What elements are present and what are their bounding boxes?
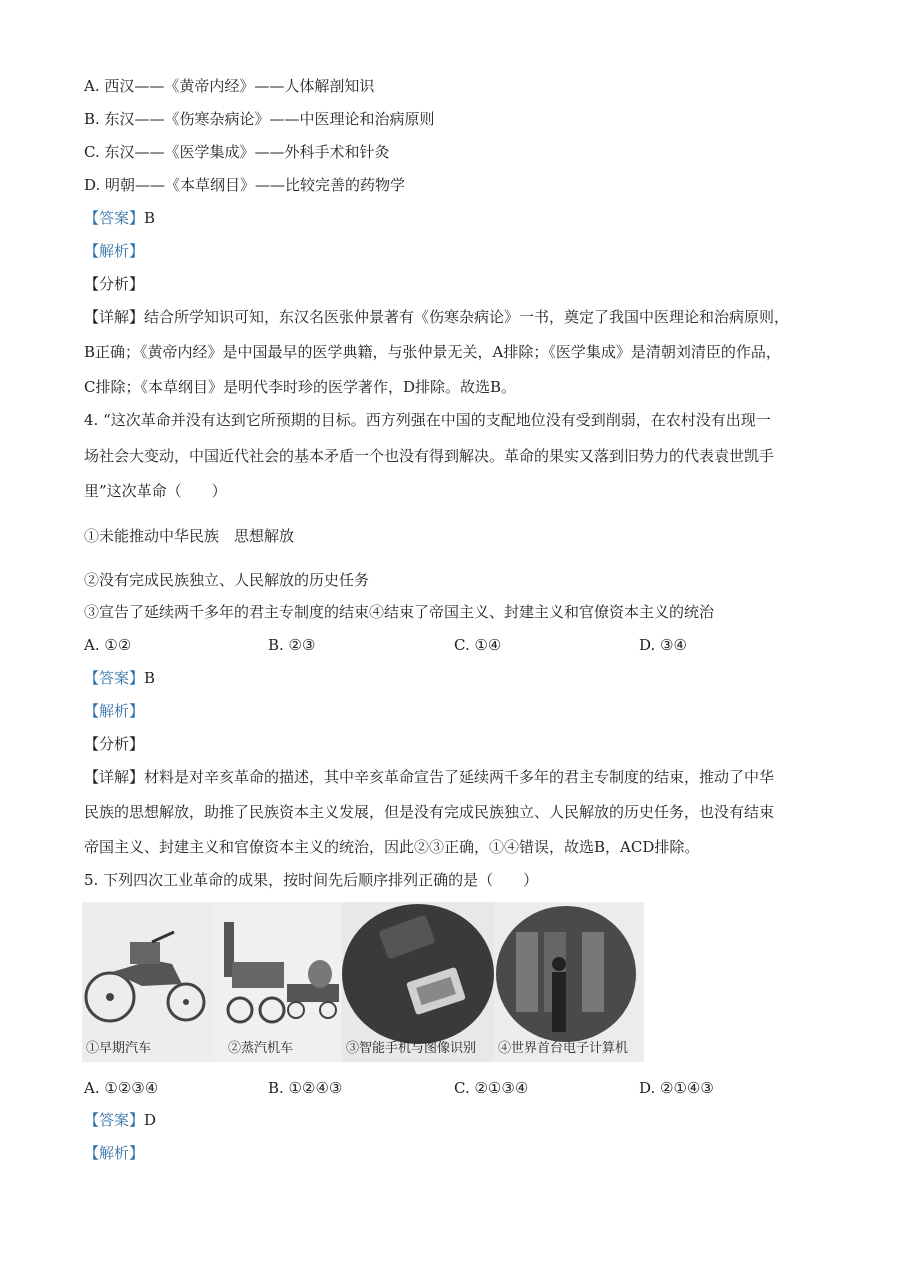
q3-fenxi-tag: 【分析】 (84, 275, 145, 293)
q4-detail-line: 帝国主义、封建主义和官僚资本主义的统治，因此②③正确，①④错误，故选B，ACD排除。 (84, 838, 700, 856)
q3-detail-line: B正确；《黄帝内经》是中国最早的医学典籍，与张仲景无关，A排除；《医学集成》是清朝刘清臣的作品， (84, 343, 781, 361)
caption-early-car: ①早期汽车 (86, 1041, 152, 1056)
q5-stem: 5. 下列四次工业革命的成果，按时间先后顺序排列正确的是（ ） (84, 871, 539, 889)
q5-option-b: B. ①②④③ (268, 1079, 343, 1097)
q4-option-c: C. ①④ (454, 636, 502, 654)
q3-detail-line: 【详解】结合所学知识可知，东汉名医张仲景著有《伤寒杂病论》一书，奠定了我国中医理论和治病原则， (84, 308, 790, 326)
answer-tag: 【答案】 (84, 669, 145, 687)
q5-option-d: D. ②①④③ (639, 1079, 714, 1097)
q4-fenxi-tag: 【分析】 (84, 735, 145, 753)
q4-stem-line: 4. “这次革命并没有达到它所预期的目标。西方列强在中国的支配地位没有受到削弱，在农村没有出现一 (84, 411, 771, 429)
q3-detail-line: C排除；《本草纲目》是明代李时珍的医学著作，D排除。故选B。 (84, 378, 517, 396)
q5-option-c: C. ②①③④ (454, 1079, 529, 1097)
answer-tag: 【答案】 (84, 209, 145, 227)
answer-value: B (144, 669, 156, 687)
q4-detail-line: 【详解】材料是对辛亥革命的描述，其中辛亥革命宣告了延续两千多年的君主专制度的结束，推动了中华 (84, 768, 775, 786)
q3-option-a: A. 西汉——《黄帝内经》——人体解剖知识 (84, 77, 375, 95)
q3-jiexi-tag: 【解析】 (84, 242, 145, 260)
q4-stem-line: 里”这次革命（ ） (84, 482, 227, 500)
q4-item: ②没有完成民族独立、人民解放的历史任务 (84, 571, 370, 589)
q3-answer (84, 208, 155, 228)
q4-option-d: D. ③④ (639, 636, 687, 654)
answer-value: D (144, 1111, 157, 1129)
answer-value: B (144, 209, 156, 227)
q4-item: ③宣告了延续两千多年的君主专制度的结束④结束了帝国主义、封建主义和官僚资本主义的统治 (84, 603, 715, 621)
caption-smartphone: ③智能手机与图像识别 (346, 1041, 477, 1056)
q3-option-b: B. 东汉——《伤寒杂病论》——中医理论和治病原则 (84, 110, 435, 128)
answer-tag: 【答案】 (84, 1111, 145, 1129)
q3-option-c: C. 东汉——《医学集成》——外科手术和针灸 (84, 143, 390, 161)
q4-jiexi-tag: 【解析】 (84, 702, 145, 720)
q3-option-d: D. 明朝——《本草纲目》——比较完善的药物学 (84, 176, 406, 194)
q4-option-b: B. ②③ (268, 636, 316, 654)
q4-item: ①未能推动中华民族 思想解放 (84, 527, 295, 545)
caption-first-computer: ④世界首台电子计算机 (498, 1041, 629, 1056)
q4-detail-line: 民族的思想解放，助推了民族资本主义发展，但是没有完成民族独立、人民解放的历史任务，也没有结束 (84, 803, 775, 821)
q4-stem-line: 场社会大变动，中国近代社会的基本矛盾一个也没有得到解决。革命的果实又落到旧势力的代表袁世凯手 (84, 447, 775, 465)
q4-answer (84, 668, 155, 688)
q5-jiexi-tag: 【解析】 (84, 1144, 145, 1162)
q4-option-a: A. ①② (84, 636, 132, 654)
industrial-revolution-figure (82, 902, 644, 1062)
caption-steam-locomotive: ②蒸汽机车 (228, 1041, 294, 1056)
q5-option-a: A. ①②③④ (84, 1079, 159, 1097)
q5-answer (84, 1110, 156, 1130)
